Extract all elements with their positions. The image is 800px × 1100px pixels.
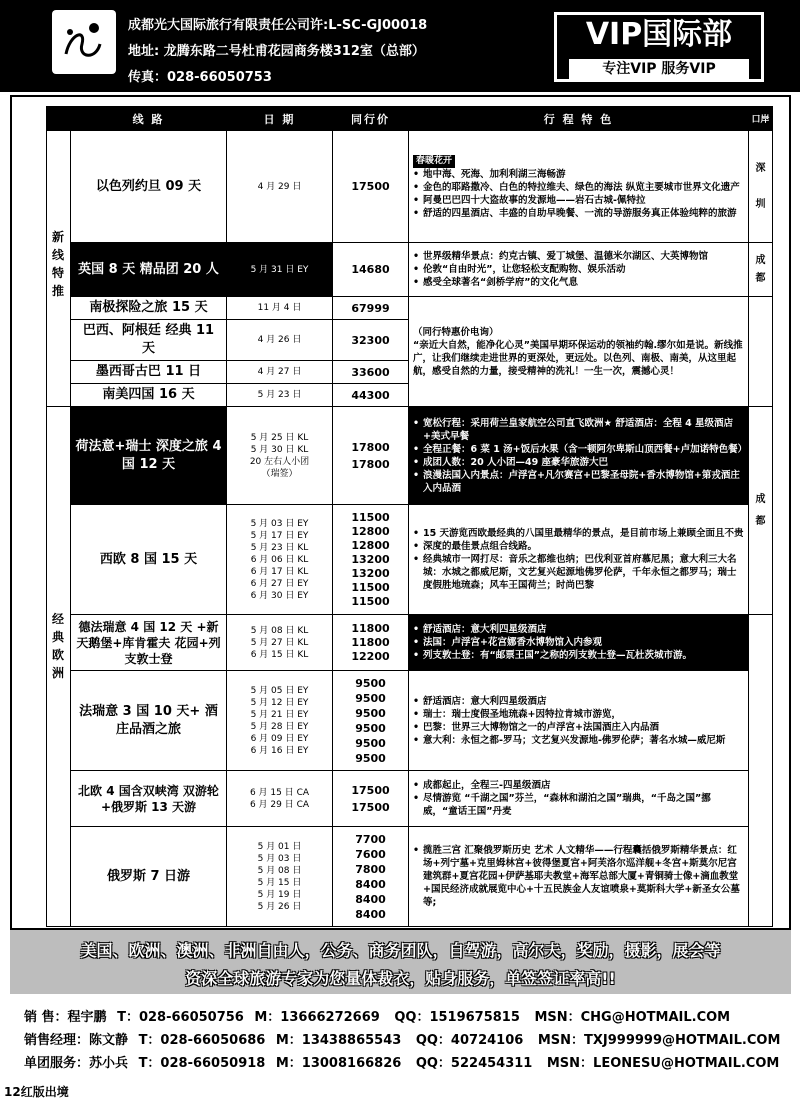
feature-item: • 成团人数：20 人小团—49 座豪华旅游大巴 <box>413 456 744 469</box>
company-fax: 传真：028-66050753 <box>128 70 272 85</box>
contact-tel: T：028-66050918 <box>138 1056 266 1071</box>
feature-cell <box>409 243 749 297</box>
price-cell <box>333 771 409 827</box>
feature-item: • 浪漫法国入内景点：卢浮宫+凡尔赛宫+巴黎圣母院+香水博物馆+第戎酒庄入内品酒 <box>413 469 744 495</box>
price-item: 8400 <box>355 892 386 906</box>
price-item: 13200 <box>351 566 390 580</box>
date-cell <box>227 361 333 384</box>
table-header-row <box>47 107 773 131</box>
table-row <box>47 771 773 827</box>
header-route: 线 路 <box>71 107 227 131</box>
tour-table <box>46 106 773 927</box>
vip-badge <box>554 12 764 82</box>
price-cell <box>333 361 409 384</box>
table-row <box>47 615 773 671</box>
date-item: 5 月 17 日 EY <box>250 530 309 541</box>
price-item: 44300 <box>351 388 390 402</box>
price-cell <box>333 407 409 505</box>
contact-role: 销 售： <box>24 1010 68 1025</box>
price-cell <box>333 297 409 320</box>
contact-tel: T：028-66050686 <box>138 1033 266 1048</box>
header-features: 行 程 特 色 <box>409 107 749 131</box>
region-cell-europe <box>47 407 71 927</box>
region-label-new: 新线特推 <box>51 230 64 298</box>
contact-role: 单团服务： <box>24 1056 90 1071</box>
price-item: 7600 <box>355 847 386 861</box>
feature-item: • 瑞士：瑞士度假圣地琉森+因特拉肯城市游览， <box>413 708 744 721</box>
port-cell-empty <box>749 297 773 407</box>
price-item: 17500 <box>351 783 390 797</box>
price-cell <box>333 131 409 243</box>
price-item: 11500 <box>351 580 390 594</box>
contact-mobile: M：13008166826 <box>275 1056 402 1071</box>
price-item: 12800 <box>351 538 390 552</box>
feature-item: • 伦敦“自由时光”，让您轻松支配购物、娱乐活动 <box>413 263 744 276</box>
price-item: 8400 <box>355 877 386 891</box>
promo-line-1: 美国、欧洲、澳洲、非洲自由人，公务、商务团队，自驾游，高尔夫，奖励，摄影，展会等 <box>80 941 721 960</box>
feature-cell <box>409 505 749 615</box>
date-item: 5 月 03 日 EY <box>250 518 309 529</box>
date-item: 5 月 08 日 <box>257 865 302 876</box>
contact-qq: QQ：1519675815 <box>394 1010 520 1025</box>
feature-item: • 成都起止，全程三-四星级酒店 <box>413 779 744 792</box>
date-item: 20 左右人小团 <box>249 456 310 467</box>
price-cell <box>333 505 409 615</box>
promo-band <box>10 930 791 994</box>
price-item: 8400 <box>355 907 386 921</box>
table-row <box>47 243 773 297</box>
route-cell: 以色列约旦 09 天 <box>71 131 227 243</box>
price-item: 67999 <box>351 301 390 315</box>
date-item: 6 月 15 日 KL <box>250 649 309 660</box>
price-cell <box>333 615 409 671</box>
route-cell: 南美四国 16 天 <box>71 384 227 407</box>
feature-item: • 金色的耶路撒冷、白色的特拉维夫、绿色的海法 纵览主要城市世界文化遗产 <box>413 181 744 194</box>
vip-title: VIP国际部 <box>585 17 733 52</box>
date-item: （瑞签） <box>261 468 298 479</box>
date-item: 6 月 30 日 EY <box>250 590 309 601</box>
note-title: （同行特惠价电询） <box>413 326 499 338</box>
feature-cell <box>409 615 749 671</box>
feature-item: • 深度的最佳景点组合线路。 <box>413 540 744 553</box>
price-item: 12200 <box>351 649 390 663</box>
price-item: 9500 <box>355 706 386 720</box>
route-cell: 南极探险之旅 15 天 <box>71 297 227 320</box>
feature-cell <box>409 671 749 771</box>
route-cell: 西欧 8 国 15 天 <box>71 505 227 615</box>
contact-msn: MSN：LEONESU@HOTMAIL.COM <box>546 1056 780 1071</box>
date-item: 5 月 19 日 <box>257 889 302 900</box>
price-item: 14680 <box>351 263 390 276</box>
date-item: 11 月 4 日 <box>257 303 302 313</box>
price-item: 11800 <box>351 635 390 649</box>
date-cell <box>227 384 333 407</box>
date-cell <box>227 297 333 320</box>
price-cell <box>333 243 409 297</box>
price-item: 11500 <box>351 510 390 524</box>
date-item: 6 月 09 日 EY <box>250 733 309 744</box>
price-item: 17800 <box>351 440 390 454</box>
vip-slogan: 专注VIP 服务VIP <box>569 59 749 79</box>
route-cell: 荷法意+瑞士 深度之旅 4 国 12 天 <box>71 407 227 505</box>
date-item: 5 月 08 日 KL <box>250 625 309 636</box>
date-cell <box>227 407 333 505</box>
feature-cell <box>409 827 749 927</box>
date-cell <box>227 671 333 771</box>
feature-item: • 15 天游览西欧最经典的八国里最精华的景点，是目前市场上兼顾全面且不贵 <box>413 527 744 540</box>
feature-item: • 地中海、死海、加利利湖三海畅游 <box>413 168 744 181</box>
region-label-europe: 经典欧洲 <box>51 612 64 680</box>
price-item: 9500 <box>355 751 386 765</box>
feature-item: • 巴黎：世界三大博物馆之一的卢浮宫+法国酒庄入内品酒 <box>413 721 744 734</box>
date-item: 5 月 26 日 <box>257 901 302 912</box>
port-cell: 成 都 <box>749 407 773 615</box>
feature-item: • 意大利：永恒之都-罗马；文艺复兴发源地-佛罗伦萨；著名水城—威尼斯 <box>413 734 744 747</box>
contact-row-sales <box>24 1006 730 1025</box>
contact-name: 苏小兵 <box>89 1056 129 1071</box>
feature-item: • 世界级精华景点：约克古镇、爱丁城堡、温德米尔湖区、大英博物馆 <box>413 250 744 263</box>
contact-name: 程宇鹏 <box>67 1010 107 1025</box>
contact-qq: QQ：522454311 <box>415 1056 533 1071</box>
price-item: 11800 <box>351 621 390 635</box>
price-item: 11500 <box>351 594 390 608</box>
date-cell <box>227 827 333 927</box>
price-item: 7700 <box>355 832 386 846</box>
feature-item: • 揽胜三宫 汇聚俄罗斯历史 艺术 人文精华——行程囊括俄罗斯精华景点：红场+列宁墓+克里姆林宫+彼得堡夏宫+阿芙洛尔巡洋舰+冬宫+斯莫尔尼宫建筑群+夏宫花园+伊萨基耶夫教堂+海军总部大厦+青铜骑士像+滴血教堂+国民经济成就展览中心+十五民族金人友谊喷泉+莫斯科大学+新圣女公墓等; <box>413 844 744 909</box>
feature-item: • 列支敦士登：有“邮票王国”之称的列支敦士登—瓦杜茨城市游。 <box>413 649 744 662</box>
note-cell <box>409 297 749 407</box>
feature-item: • 宽松行程：采用荷兰皇家航空公司直飞欧洲★ 舒适酒店：全程 4 星级酒店+美式早餐 <box>413 417 744 443</box>
feature-item: • 经典城市一网打尽：音乐之都维也纳；巴伐利亚首府慕尼黑；意大利三大名城：水城之都威尼斯，文艺复兴起源地佛罗伦萨，千年永恒之都罗马；瑞士度假胜地琉森；风车王国荷兰；时尚巴黎 <box>413 553 744 592</box>
contact-name: 陈文静 <box>89 1033 129 1048</box>
feature-item: • 尽情游览 “千湖之国”芬兰，“森林和湖泊之国”瑞典，“千岛之国”挪威，“童话王国”丹麦 <box>413 792 744 818</box>
contact-mobile: M：13666272669 <box>254 1010 380 1025</box>
table-row <box>47 505 773 615</box>
note-text: “亲近大自然，能净化心灵”美国早期环保运动的领袖约翰.缪尔如是说。新线推广，让我们继续走进世界的更深处，更远处。以色列、南极、南美，从这里起航，感受自然的力量，接受精神的洗礼！一生一次，震撼心灵！ <box>413 339 743 377</box>
date-item: 5 月 31 日 EY <box>250 264 309 275</box>
price-item: 9500 <box>355 691 386 705</box>
date-item: 5 月 03 日 <box>257 853 302 864</box>
date-item: 5 月 05 日 EY <box>250 685 309 696</box>
header-price: 同行价 <box>333 107 409 131</box>
feature-item: • 全程正餐：6 菜 1 汤+饭后水果（含一顿阿尔卑斯山顶西餐+卢加诺特色餐） <box>413 443 744 456</box>
price-cell <box>333 320 409 361</box>
header-port: 口岸 <box>749 107 773 131</box>
date-item: 6 月 16 日 EY <box>250 745 309 756</box>
date-item: 5 月 21 日 EY <box>250 709 309 720</box>
price-item: 9500 <box>355 676 386 690</box>
route-cell: 墨西哥古巴 11 日 <box>71 361 227 384</box>
date-cell <box>227 243 333 297</box>
date-item: 6 月 27 日 EY <box>250 578 309 589</box>
feature-cell <box>409 407 749 505</box>
route-cell: 俄罗斯 7 日游 <box>71 827 227 927</box>
feature-item: • 法国：卢浮宫+花宫娜香水博物馆入内参观 <box>413 636 744 649</box>
price-item: 9500 <box>355 721 386 735</box>
date-item: 4 月 26 日 <box>257 335 302 345</box>
header-blank <box>47 107 71 131</box>
page-header <box>0 0 800 92</box>
company-address: 地址: 龙腾东路二号杜甫花园商务楼312室（总部） <box>128 44 425 59</box>
price-item: 9500 <box>355 736 386 750</box>
date-item: 5 月 01 日 <box>257 841 302 852</box>
feature-item: • 舒适酒店：意大利四星级酒店 <box>413 695 744 708</box>
table-row <box>47 131 773 243</box>
table-row <box>47 407 773 505</box>
price-item: 17800 <box>351 457 390 471</box>
date-item: 5 月 15 日 <box>257 877 302 888</box>
date-item: 4 月 27 日 <box>257 367 302 377</box>
price-item: 12800 <box>351 524 390 538</box>
price-item: 17500 <box>351 800 390 814</box>
page-footer-label: 12红版出境 <box>4 1085 69 1099</box>
feature-tag: 春暖花开 <box>413 155 455 168</box>
route-cell: 法瑞意 3 国 10 天+ 酒庄品酒之旅 <box>71 671 227 771</box>
contact-msn: MSN：TXJ999999@HOTMAIL.COM <box>537 1033 781 1048</box>
port-cell-empty <box>749 615 773 927</box>
contact-tel: T：028-66050756 <box>117 1010 244 1025</box>
price-cell <box>333 384 409 407</box>
date-item: 5 月 30 日 KL <box>250 444 309 455</box>
price-item: 33600 <box>351 365 390 379</box>
feature-item: • 感受全球著名“剑桥学府”的文化气息 <box>413 276 744 289</box>
port-cell: 成 都 <box>749 243 773 297</box>
date-cell <box>227 505 333 615</box>
contact-mobile: M：13438865543 <box>275 1033 402 1048</box>
price-cell <box>333 827 409 927</box>
date-item: 5 月 12 日 EY <box>250 697 309 708</box>
feature-cell <box>409 131 749 243</box>
company-name: 成都光大国际旅行有限责任公司许:L-SC-GJ00018 <box>128 18 428 33</box>
feature-item: • 舒适酒店：意大利四星级酒店 <box>413 623 744 636</box>
date-item: 5 月 23 日 KL <box>250 542 309 553</box>
date-item: 6 月 06 日 KL <box>250 554 309 565</box>
price-item: 7800 <box>355 862 386 876</box>
table-row <box>47 827 773 927</box>
date-item: 5 月 28 日 EY <box>250 721 309 732</box>
table-row <box>47 297 773 320</box>
price-item: 17500 <box>351 180 390 193</box>
contact-row-group <box>24 1052 779 1071</box>
route-cell: 英国 8 天 精品团 20 人 <box>71 243 227 297</box>
date-item: 4 月 29 日 <box>257 181 302 192</box>
date-cell <box>227 771 333 827</box>
feature-item: • 舒适的四星酒店、丰盛的自助早晚餐、一流的导游服务真正体验纯粹的旅游 <box>413 207 744 220</box>
feature-cell <box>409 771 749 827</box>
date-cell <box>227 131 333 243</box>
header-date: 日 期 <box>227 107 333 131</box>
date-item: 6 月 15 日 CA <box>249 787 310 798</box>
contact-role: 销售经理： <box>24 1033 90 1048</box>
date-item: 5 月 23 日 <box>257 390 302 400</box>
date-cell <box>227 615 333 671</box>
table-row <box>47 671 773 771</box>
date-item: 5 月 25 日 KL <box>250 432 309 443</box>
date-item: 6 月 17 日 KL <box>250 566 309 577</box>
contact-msn: MSN：CHG@HOTMAIL.COM <box>534 1010 731 1025</box>
contact-qq: QQ：40724106 <box>415 1033 524 1048</box>
port-cell: 深 圳 <box>749 131 773 243</box>
route-cell: 北欧 4 国含双峡湾 双游轮+俄罗斯 13 天游 <box>71 771 227 827</box>
region-cell-new <box>47 131 71 407</box>
date-item: 5 月 27 日 KL <box>250 637 309 648</box>
price-item: 32300 <box>351 333 390 347</box>
price-item: 13200 <box>351 552 390 566</box>
date-cell <box>227 320 333 361</box>
company-logo <box>52 10 116 74</box>
price-cell <box>333 671 409 771</box>
promo-line-2: 资深全球旅游专家为您量体裁衣，贴身服务，单签签证率高!! <box>185 969 616 988</box>
feature-item: • 阿曼巴巴四十大盗故事的发源地——岩石古城-佩特拉 <box>413 194 744 207</box>
route-cell: 德法瑞意 4 国 12 天 +新天鹅堡+库肯霍夫 花园+列支敦士登 <box>71 615 227 671</box>
route-cell: 巴西、阿根廷 经典 11 天 <box>71 320 227 361</box>
contact-row-manager <box>24 1029 780 1048</box>
date-item: 6 月 29 日 CA <box>249 799 310 810</box>
